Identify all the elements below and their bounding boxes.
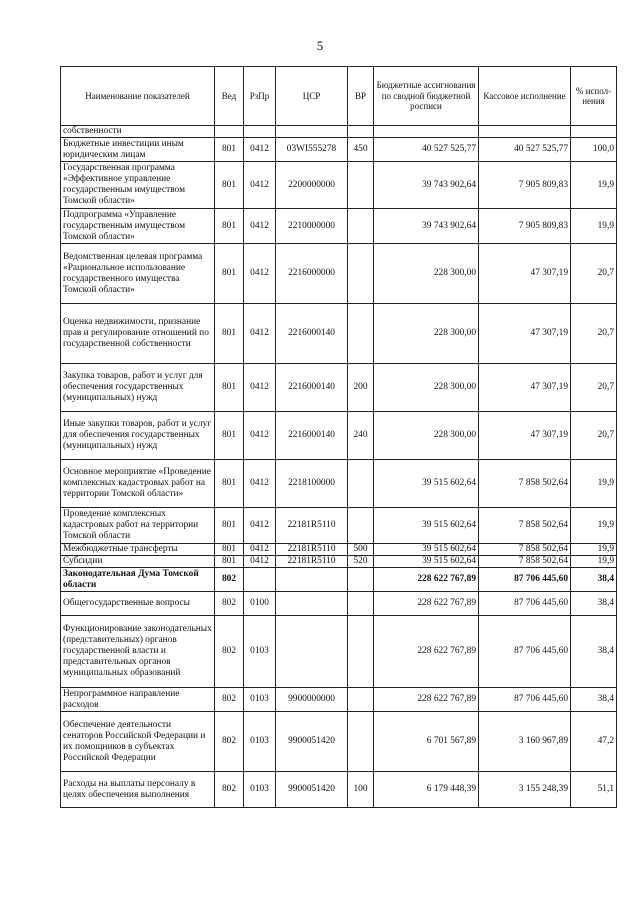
cell-csr: 2218100000 — [276, 460, 348, 508]
table-row — [61, 304, 617, 364]
table-row — [61, 688, 617, 712]
cell-rzpr: 0103 — [244, 688, 276, 712]
cell-name: Основное мероприятие «Проведение комплексных кадастровых работ на территории Томской области» — [61, 460, 215, 508]
cell-name: Межбюджетные трансферты — [61, 544, 215, 556]
table-row — [61, 592, 617, 616]
cell-name: Обеспечение деятельности сенаторов Российской Федерации и их помощников в субъектах Российской Федерации — [61, 712, 215, 772]
cell-csr: 9900051420 — [276, 712, 348, 772]
cell-vr — [348, 162, 374, 209]
cell-ved — [215, 126, 244, 138]
cell-csr: 2210000000 — [276, 209, 348, 244]
cell-csr — [276, 126, 348, 138]
cell-execution-percent: 100,0 — [571, 138, 617, 162]
cell-name: собственности — [61, 126, 215, 138]
cell-csr: 2216000000 — [276, 244, 348, 304]
cell-cash-execution: 3 160 967,89 — [479, 712, 571, 772]
cell-ved: 801 — [215, 544, 244, 556]
table-header-row — [61, 67, 617, 126]
cell-assignments: 228 622 767,89 — [374, 616, 479, 688]
cell-execution-percent — [571, 126, 617, 138]
cell-execution-percent: 19,9 — [571, 544, 617, 556]
col-header-csr: ЦСР — [276, 67, 348, 126]
cell-cash-execution — [479, 126, 571, 138]
cell-rzpr: 0412 — [244, 162, 276, 209]
cell-ved: 802 — [215, 712, 244, 772]
cell-rzpr: 0412 — [244, 556, 276, 568]
cell-assignments: 228 300,00 — [374, 364, 479, 412]
cell-vr: 100 — [348, 772, 374, 808]
col-header-name: Наименование показателей — [61, 67, 215, 126]
cell-cash-execution: 47 307,19 — [479, 244, 571, 304]
cell-vr — [348, 209, 374, 244]
cell-ved: 801 — [215, 209, 244, 244]
cell-cash-execution: 7 858 502,64 — [479, 544, 571, 556]
cell-csr: 9900000000 — [276, 688, 348, 712]
cell-vr — [348, 244, 374, 304]
cell-ved: 802 — [215, 568, 244, 592]
cell-csr: 22181R5110 — [276, 544, 348, 556]
col-header-ved: Вед — [215, 67, 244, 126]
cell-execution-percent: 38,4 — [571, 688, 617, 712]
cell-ved: 801 — [215, 460, 244, 508]
cell-execution-percent: 38,4 — [571, 592, 617, 616]
cell-name: Иные закупки товаров, работ и услуг для обеспечения государственных (муниципальных) нужд — [61, 412, 215, 460]
cell-ved: 802 — [215, 592, 244, 616]
cell-vr: 520 — [348, 556, 374, 568]
cell-vr — [348, 616, 374, 688]
cell-name: Государственная программа «Эффективное управление государственным имуществом Томской области» — [61, 162, 215, 209]
col-header-vr: ВР — [348, 67, 374, 126]
table-row — [61, 412, 617, 460]
cell-assignments: 39 515 602,64 — [374, 556, 479, 568]
cell-csr: 2200000000 — [276, 162, 348, 209]
cell-rzpr: 0412 — [244, 209, 276, 244]
cell-ved: 801 — [215, 364, 244, 412]
cell-execution-percent: 19,9 — [571, 508, 617, 544]
cell-ved: 801 — [215, 244, 244, 304]
cell-cash-execution: 87 706 445,60 — [479, 688, 571, 712]
cell-cash-execution: 47 307,19 — [479, 412, 571, 460]
table-row — [61, 616, 617, 688]
cell-execution-percent: 51,1 — [571, 772, 617, 808]
budget-table — [60, 66, 617, 808]
cell-assignments: 39 515 602,64 — [374, 508, 479, 544]
cell-csr: 22181R5110 — [276, 508, 348, 544]
cell-execution-percent: 20,7 — [571, 244, 617, 304]
cell-csr: 9900051420 — [276, 772, 348, 808]
cell-assignments: 228 622 767,89 — [374, 592, 479, 616]
cell-cash-execution: 87 706 445,60 — [479, 616, 571, 688]
cell-csr: 03WI555278 — [276, 138, 348, 162]
cell-vr — [348, 712, 374, 772]
table-row — [61, 138, 617, 162]
cell-name: Субсидии — [61, 556, 215, 568]
cell-cash-execution: 87 706 445,60 — [479, 592, 571, 616]
cell-rzpr — [244, 126, 276, 138]
cell-assignments: 39 515 602,64 — [374, 544, 479, 556]
cell-assignments: 39 743 902,64 — [374, 209, 479, 244]
cell-execution-percent: 38,4 — [571, 616, 617, 688]
cell-cash-execution: 7 905 809,83 — [479, 162, 571, 209]
cell-rzpr: 0103 — [244, 616, 276, 688]
cell-rzpr: 0412 — [244, 460, 276, 508]
cell-cash-execution: 47 307,19 — [479, 304, 571, 364]
col-header-rzpr: РзПр — [244, 67, 276, 126]
cell-vr — [348, 592, 374, 616]
cell-rzpr — [244, 568, 276, 592]
table-row — [61, 364, 617, 412]
cell-vr: 500 — [348, 544, 374, 556]
cell-name: Общегосударственные вопросы — [61, 592, 215, 616]
cell-name: Функционирование законодательных (представительных) органов государственной власти и представительных органов муниципальных образований — [61, 616, 215, 688]
table-row — [61, 460, 617, 508]
page-number: 5 — [316, 38, 324, 53]
cell-vr — [348, 508, 374, 544]
cell-ved: 801 — [215, 412, 244, 460]
cell-ved: 801 — [215, 162, 244, 209]
cell-rzpr: 0412 — [244, 304, 276, 364]
cell-cash-execution: 7 905 809,83 — [479, 209, 571, 244]
cell-ved: 802 — [215, 688, 244, 712]
cell-vr — [348, 460, 374, 508]
cell-assignments: 6 179 448,39 — [374, 772, 479, 808]
cell-vr: 240 — [348, 412, 374, 460]
cell-rzpr: 0412 — [244, 412, 276, 460]
cell-cash-execution: 7 858 502,64 — [479, 508, 571, 544]
cell-ved: 802 — [215, 772, 244, 808]
table-row — [61, 556, 617, 568]
cell-execution-percent: 20,7 — [571, 304, 617, 364]
table-row — [61, 209, 617, 244]
cell-csr — [276, 592, 348, 616]
cell-name: Закупка товаров, работ и услуг для обеспечения государственных (муниципальных) нужд — [61, 364, 215, 412]
cell-ved: 801 — [215, 508, 244, 544]
cell-ved: 801 — [215, 556, 244, 568]
cell-cash-execution: 3 155 248,39 — [479, 772, 571, 808]
cell-assignments — [374, 126, 479, 138]
cell-rzpr: 0103 — [244, 772, 276, 808]
cell-rzpr: 0412 — [244, 364, 276, 412]
col-header-cash-execution: Кассовое исполнение — [479, 67, 571, 126]
cell-csr: 2216000140 — [276, 412, 348, 460]
cell-vr — [348, 304, 374, 364]
cell-csr: 2216000140 — [276, 364, 348, 412]
cell-vr: 450 — [348, 138, 374, 162]
cell-execution-percent: 47,2 — [571, 712, 617, 772]
cell-name: Подпрограмма «Управление государственным имуществом Томской области» — [61, 209, 215, 244]
cell-assignments: 6 701 567,89 — [374, 712, 479, 772]
cell-ved: 801 — [215, 138, 244, 162]
cell-cash-execution: 40 527 525,77 — [479, 138, 571, 162]
table-row — [61, 162, 617, 209]
cell-vr: 200 — [348, 364, 374, 412]
cell-assignments: 39 515 602,64 — [374, 460, 479, 508]
cell-name: Оценка недвижимости, признание прав и регулирование отношений по государственной собственности — [61, 304, 215, 364]
cell-rzpr: 0412 — [244, 544, 276, 556]
table-row — [61, 544, 617, 556]
cell-rzpr: 0100 — [244, 592, 276, 616]
cell-ved: 802 — [215, 616, 244, 688]
cell-name: Ведомственная целевая программа «Рациональное использование государственного имущества Томской области» — [61, 244, 215, 304]
cell-cash-execution: 87 706 445,60 — [479, 568, 571, 592]
col-header-assignments: Бюджетные ассигнования по сводной бюджетной росписи — [374, 67, 479, 126]
cell-execution-percent: 19,9 — [571, 556, 617, 568]
cell-assignments: 228 300,00 — [374, 412, 479, 460]
cell-vr — [348, 688, 374, 712]
cell-name: Непрограммное направление расходов — [61, 688, 215, 712]
cell-execution-percent: 19,9 — [571, 460, 617, 508]
cell-name: Бюджетные инвестиции иным юридическим лицам — [61, 138, 215, 162]
cell-assignments: 228 622 767,89 — [374, 688, 479, 712]
cell-execution-percent: 20,7 — [571, 364, 617, 412]
cell-csr — [276, 616, 348, 688]
cell-execution-percent: 38,4 — [571, 568, 617, 592]
cell-assignments: 39 743 902,64 — [374, 162, 479, 209]
cell-csr: 22181R5110 — [276, 556, 348, 568]
cell-assignments: 228 622 767,89 — [374, 568, 479, 592]
cell-assignments: 228 300,00 — [374, 304, 479, 364]
cell-rzpr: 0103 — [244, 712, 276, 772]
table-row — [61, 244, 617, 304]
cell-rzpr: 0412 — [244, 244, 276, 304]
table-row — [61, 126, 617, 138]
table-row — [61, 772, 617, 808]
cell-execution-percent: 19,9 — [571, 162, 617, 209]
cell-cash-execution: 47 307,19 — [479, 364, 571, 412]
cell-cash-execution: 7 858 502,64 — [479, 556, 571, 568]
col-header-execution-percent: % испол-нения — [571, 67, 617, 126]
cell-assignments: 228 300,00 — [374, 244, 479, 304]
cell-name: Проведение комплексных кадастровых работ на территории Томской области — [61, 508, 215, 544]
table-body — [61, 126, 617, 808]
cell-vr — [348, 568, 374, 592]
table-row — [61, 712, 617, 772]
cell-execution-percent: 19,9 — [571, 209, 617, 244]
cell-vr — [348, 126, 374, 138]
table-row — [61, 508, 617, 544]
cell-assignments: 40 527 525,77 — [374, 138, 479, 162]
cell-cash-execution: 7 858 502,64 — [479, 460, 571, 508]
cell-execution-percent: 20,7 — [571, 412, 617, 460]
table-row — [61, 568, 617, 592]
cell-name: Законодательная Дума Томской области — [61, 568, 215, 592]
cell-ved: 801 — [215, 304, 244, 364]
cell-rzpr: 0412 — [244, 508, 276, 544]
cell-rzpr: 0412 — [244, 138, 276, 162]
cell-csr — [276, 568, 348, 592]
cell-csr: 2216000140 — [276, 304, 348, 364]
cell-name: Расходы на выплаты персоналу в целях обеспечения выполнения — [61, 772, 215, 808]
